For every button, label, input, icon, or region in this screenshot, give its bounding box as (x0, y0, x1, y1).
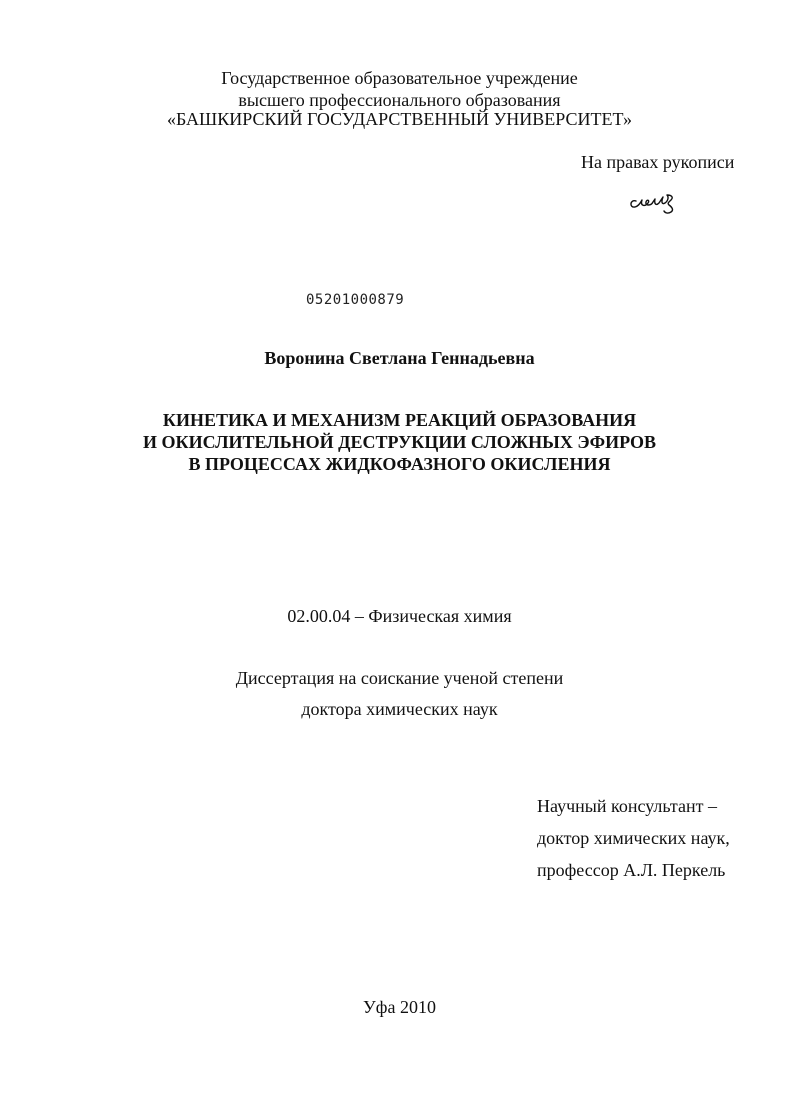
institution-line-1: Государственное образовательное учреждение (221, 68, 578, 88)
specialty: 02.00.04 – Физическая химия (287, 606, 512, 626)
city-year: Уфа 2010 (363, 997, 436, 1017)
title-line-1: КИНЕТИКА И МЕХАНИЗМ РЕАКЦИЙ ОБРАЗОВАНИЯ (162, 410, 637, 430)
title-line-2: И ОКИСЛИТЕЛЬНОЙ ДЕСТРУКЦИИ СЛОЖНЫХ ЭФИРОВ (143, 432, 656, 452)
manuscript-note: На правах рукописи (581, 152, 735, 172)
signature-icon (627, 186, 683, 218)
degree-line-2: доктора химических наук (301, 699, 498, 719)
institution-line-2: высшего профессионального образования (238, 90, 561, 110)
catalog-number: 05201000879 (306, 292, 405, 308)
consultant-line-2: доктор химических наук, (537, 828, 730, 848)
degree-line-1: Диссертация на соискание ученой степени (235, 668, 564, 688)
consultant-line-3: профессор А.Л. Перкель (537, 860, 726, 880)
title-line-3: В ПРОЦЕССАХ ЖИДКОФАЗНОГО ОКИСЛЕНИЯ (188, 454, 611, 474)
author-name: Воронина Светлана Геннадьевна (264, 348, 535, 368)
institution-name: «БАШКИРСКИЙ ГОСУДАРСТВЕННЫЙ УНИВЕРСИТЕТ» (166, 109, 633, 129)
consultant-line-1: Научный консультант – (537, 796, 717, 816)
